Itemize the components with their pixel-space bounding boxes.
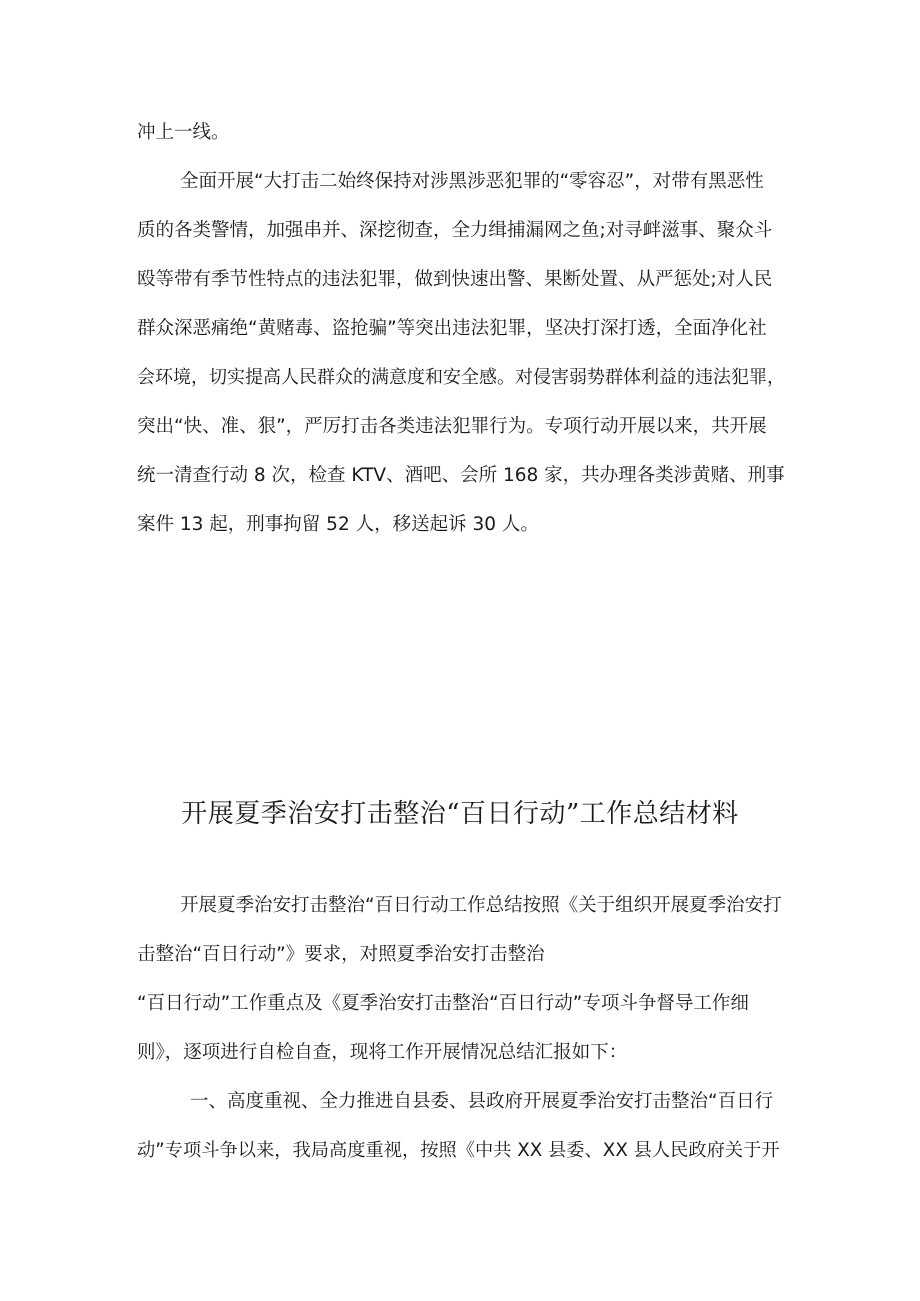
paragraph-line: 群众深恶痛绝“黄赌毒、盗抢骗”等突出违法犯罪，坚决打深打透，全面净化社 [137,318,767,339]
paragraph-line: 全面开展“大打击二始终保持对涉黑涉恶犯罪的“零容忍”，对带有黑恶性 [180,171,764,192]
paragraph-line: 击整治“百日行动”》要求，对照夏季治安打击整治 [137,944,545,965]
paragraph-line: “百日行动”工作重点及《夏季治安打击整治“百日行动”专项斗争督导工作细 [137,993,749,1014]
paragraph-line: 突出“快、准、狠”，严厉打击各类违法犯罪行为。专项行动开展以来，共开展 [137,416,767,437]
paragraph-line: 开展夏季治安打击整治“百日行动工作总结按照《关于组织开展夏季治安打 [180,895,782,916]
document-title: 开展夏季治安打击整治“百日行动”工作总结材料 [181,799,739,829]
paragraph-line: 动”专项斗争以来，我局高度重视，按照《中共 XX 县委、XX 县人民政府关于开 [137,1140,780,1161]
paragraph-line: 会环境，切实提高人民群众的满意度和安全感。对侵害弱势群体利益的违法犯罪， [137,367,785,388]
paragraph-line: 殴等带有季节性特点的违法犯罪，做到快速出警、果断处置、从严惩处;对人民 [137,269,773,290]
paragraph-line: 则》，逐项进行自检自查，现将工作开展情况总结汇报如下： [137,1042,628,1063]
paragraph-line: 一、高度重视、全力推进自县委、县政府开展夏季治安打击整治“百日行 [190,1091,774,1112]
paragraph-line: 质的各类警情，加强串并、深挖彻查，全力缉捕漏网之鱼;对寻衅滋事、聚众斗 [137,220,773,241]
paragraph-line: 冲上一线。 [137,122,230,143]
paragraph-line: 案件 13 起，刑事拘留 52 人，移送起诉 30 人。 [137,514,539,535]
paragraph-line: 统一清查行动 8 次，检查 KTV、酒吧、会所 168 家，共办理各类涉黄赌、刑事 [137,465,785,486]
